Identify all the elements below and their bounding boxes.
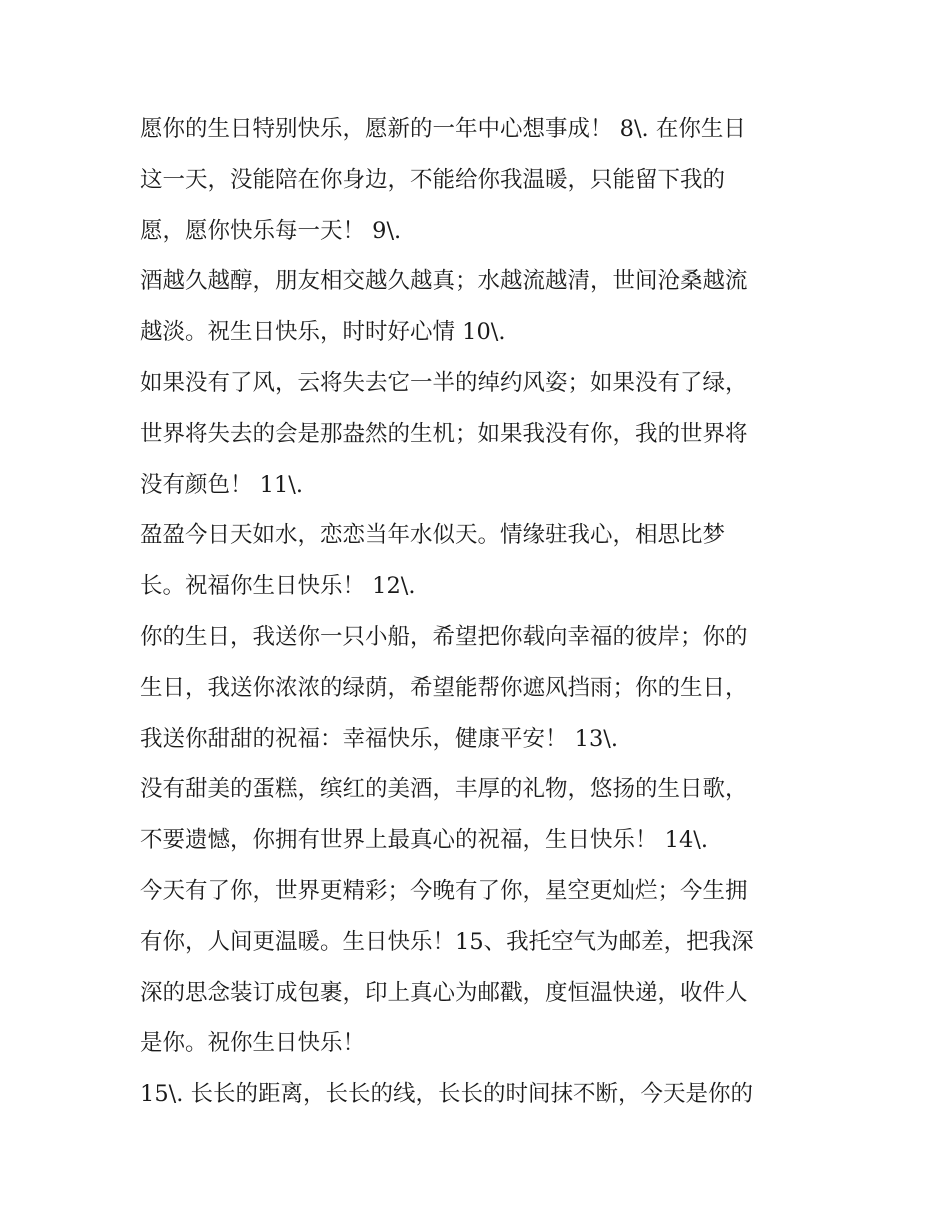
text-line: 没有颜色！ 11\. — [140, 471, 304, 498]
text-line: 盈盈今日天如水，恋恋当年水似天。情缘驻我心，相思比梦 — [140, 522, 726, 549]
text-line: 有你，人间更温暖。生日快乐！15、我托空气为邮差，把我深 — [140, 928, 754, 955]
text-line: 酒越久越醇，朋友相交越久越真；水越流越清，世间沧桑越流 — [140, 268, 748, 295]
text-line: 没有甜美的蛋糕，缤红的美酒，丰厚的礼物，悠扬的生日歌， — [140, 776, 748, 803]
text-line: 如果没有了风，云将失去它一半的绰约风姿；如果没有了绿， — [140, 369, 748, 396]
text-line: 我送你甜甜的祝福：幸福快乐，健康平安！ 13\. — [140, 725, 619, 752]
body-text — [140, 104, 830, 1120]
text-line: 愿，愿你快乐每一天！ 9\. — [140, 217, 402, 244]
text-line: 深的思念装订成包裹，印上真心为邮戳，度恒温快递，收件人 — [140, 979, 748, 1006]
text-line: 这一天，没能陪在你身边，不能给你我温暖，只能留下我的 — [140, 166, 726, 193]
text-line: 是你。祝你生日快乐！ — [140, 1030, 366, 1057]
text-line: 生日，我送你浓浓的绿荫，希望能帮你遮风挡雨；你的生日， — [140, 674, 748, 701]
text-line: 越淡。祝生日快乐，时时好心情 10\. — [140, 319, 506, 346]
text-line: 你的生日，我送你一只小船，希望把你载向幸福的彼岸；你的 — [140, 623, 748, 650]
text-line: 长。祝福你生日快乐！ 12\. — [140, 573, 416, 600]
text-line: 世界将失去的会是那盎然的生机；如果我没有你，我的世界将 — [140, 420, 748, 447]
text-line: 15\. 长长的距离，长长的线，长长的时间抹不断，今天是你的 — [140, 1081, 754, 1108]
text-line: 不要遗憾，你拥有世界上最真心的祝福，生日快乐！ 14\. — [140, 827, 709, 854]
text-line: 今天有了你，世界更精彩；今晚有了你，星空更灿烂；今生拥 — [140, 877, 748, 904]
text-line: 愿你的生日特别快乐，愿新的一年中心想事成！ 8\. 在你生日 — [140, 116, 746, 142]
